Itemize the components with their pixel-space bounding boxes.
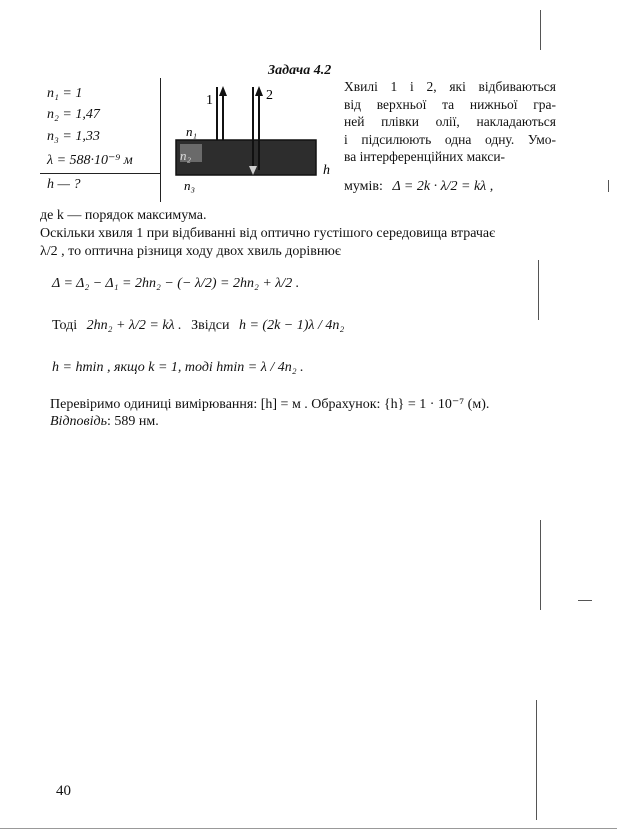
n1-label: n₁ xyxy=(186,124,198,139)
minimum-thickness-formula: h = hmin , якщо k = 1, тоді hmin = λ / 4n₂ . xyxy=(52,360,304,375)
description-line: Хвилі 1 і 2, які відбиваються xyxy=(344,79,556,94)
scan-artifact xyxy=(538,260,539,320)
solution-line-1: де k — порядок максимума. xyxy=(40,208,207,223)
scan-artifact xyxy=(608,180,609,192)
scan-artifact xyxy=(540,520,541,610)
solution-line-2: Оскільки хвиля 1 при відбиванні від оптично густішого середовища втрачає xyxy=(40,226,496,241)
h-label: h xyxy=(323,163,330,178)
description-line: ней плівки олії, накладаються xyxy=(344,114,556,130)
n3-label: n₃ xyxy=(184,178,196,193)
thin-film-diagram xyxy=(170,82,340,197)
maximum-equation: 2hn₂ + λ/2 = kλ . xyxy=(86,318,182,333)
scan-artifact xyxy=(540,10,541,50)
path-difference-formula: Δ = Δ₂ − Δ₁ = 2hn₂ − (− λ/2) = 2hn₂ + λ/2 . xyxy=(52,276,300,291)
description-line: ва інтерференційних макси- xyxy=(344,149,506,165)
given-divider-vertical xyxy=(160,78,161,202)
find-h: h — ? xyxy=(47,177,81,192)
scan-artifact xyxy=(0,828,617,829)
answer-label: Відповідь xyxy=(50,414,107,429)
problem-description xyxy=(344,78,556,166)
given-divider-horizontal xyxy=(40,173,161,174)
given-lambda: λ = 588·10⁻⁹ м xyxy=(47,153,133,168)
n2-label: n₂ xyxy=(180,148,192,163)
given-n1: n₁ = 1 xyxy=(47,86,83,101)
ray-2-label: 2 xyxy=(266,88,273,103)
answer-line xyxy=(50,414,159,430)
scan-artifact xyxy=(578,600,592,601)
given-n2: n₂ = 1,47 xyxy=(47,107,100,122)
arrow-up-icon xyxy=(255,86,263,96)
description-line: і підсилюють одна одну. Умо- xyxy=(344,131,556,147)
hence-label: Звідси xyxy=(191,318,230,333)
problem-title: Задача 4.2 xyxy=(268,63,332,78)
page-number: 40 xyxy=(56,783,71,799)
answer-value: : 589 нм. xyxy=(106,414,159,429)
scan-artifact xyxy=(536,700,537,820)
description-line: від верхньої та нижньої гра- xyxy=(344,96,556,112)
maxima-condition-formula: Δ = 2k · λ/2 = kλ , xyxy=(392,179,494,194)
arrow-up-icon xyxy=(219,86,227,96)
units-check: Перевіримо одиниці вимірювання: [h] = м . Обрахунок: {h} = 1 · 10⁻⁷ (м). xyxy=(50,397,490,412)
ray-1-label: 1 xyxy=(206,93,213,108)
thickness-formula: h = (2k − 1)λ / 4n₂ xyxy=(238,318,345,333)
given-n3: n₃ = 1,33 xyxy=(47,129,100,144)
condition-label: мумів: xyxy=(344,179,383,194)
solution-line-3: λ/2 , то оптична різниця ходу двох хвиль дорівнює xyxy=(40,244,341,259)
then-label: Тоді xyxy=(52,318,78,333)
